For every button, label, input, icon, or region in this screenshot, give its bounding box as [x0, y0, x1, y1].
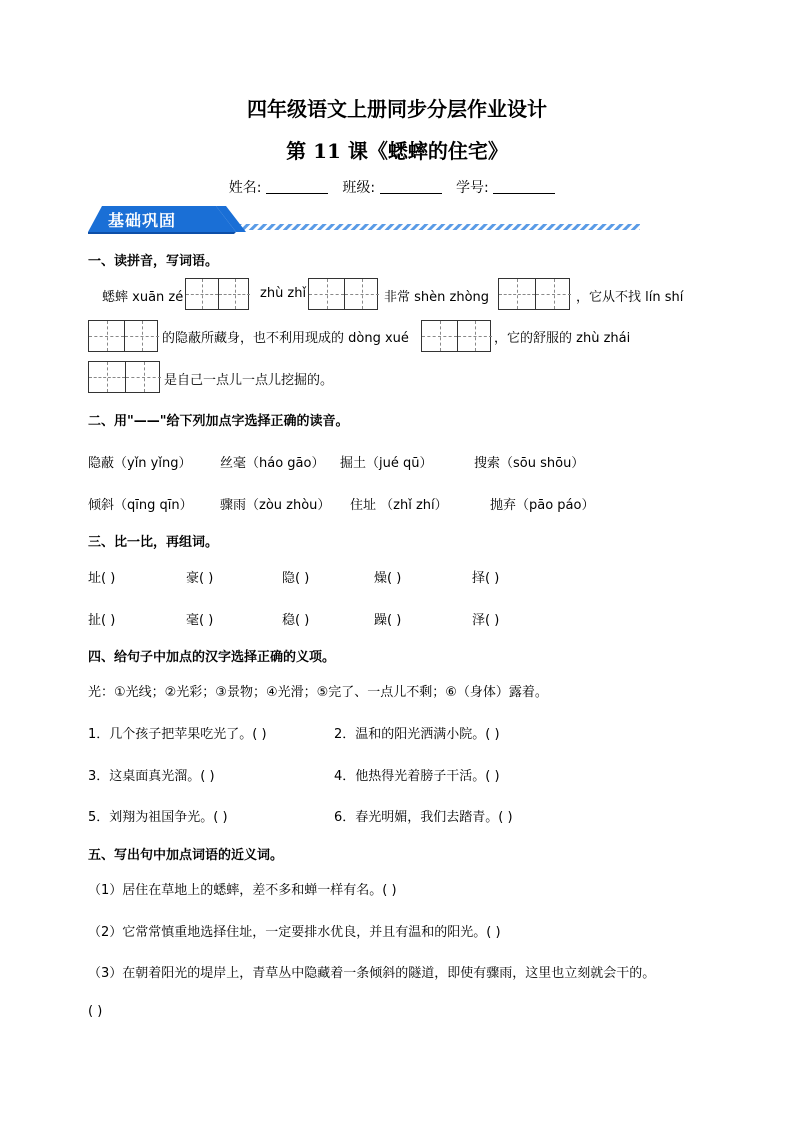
class-blank[interactable]: [380, 179, 442, 194]
q4-item: 6．春光明媚，我们去踏青。( ): [334, 810, 513, 825]
q4-item: 3．这桌面真光溜。( ): [88, 769, 215, 784]
q3-item: 毫( ): [186, 613, 214, 628]
lesson-title: 第 11 课《蟋蟀的住宅》: [286, 139, 508, 163]
q4-options: 光：①光线；②光彩；③景物；④光滑；⑤完了、一点儿不剩；⑥（身体）露着。: [88, 685, 548, 700]
student-info: [0, 177, 794, 197]
q1-writing-box-6[interactable]: [88, 361, 160, 393]
q2-item: 抛弃（pāo páo）: [490, 498, 595, 513]
id-blank[interactable]: [493, 179, 555, 194]
q2-item: 隐蔽（yǐn yǐng）: [88, 456, 192, 471]
banner-label: 基础巩固: [108, 211, 177, 230]
q3-item: 扯( ): [88, 613, 116, 628]
q3-item: 址( ): [88, 571, 116, 586]
q4-item: 5．刘翔为祖国争光。( ): [88, 810, 228, 825]
q1-heading: 一、读拼音，写词语。: [88, 254, 219, 269]
q4-item: 1．几个孩子把苹果吃光了。( ): [88, 727, 267, 742]
q2-item: 骤雨（zòu zhòu）: [220, 498, 331, 513]
q3-item: 稳( ): [282, 613, 310, 628]
q1-writing-box-5[interactable]: [421, 320, 491, 352]
class-label: 班级:: [342, 180, 376, 196]
q2-item: 丝毫（háo gāo）: [220, 456, 325, 471]
q1-text-6: ，它的舒服的 zhù zhái: [494, 331, 631, 346]
q4-item: 4．他热得光着膀子干活。( ): [334, 769, 500, 784]
q3-item: 泽( ): [472, 613, 500, 628]
page-title: 四年级语文上册同步分层作业设计: [247, 97, 547, 121]
q1-writing-box-4[interactable]: [88, 320, 158, 352]
name-label: 姓名:: [228, 180, 262, 196]
q1-text-7: 是自己一点儿一点儿挖掘的。: [164, 373, 334, 388]
q3-item: 燥( ): [374, 571, 402, 586]
q2-item: 掘土（jué qū）: [340, 456, 433, 471]
q1-text-5: 的隐蔽所藏身，也不利用现成的 dòng xué: [162, 331, 409, 346]
q5-item: （1）居住在草地上的蟋蟀，差不多和蝉一样有名。( ): [88, 883, 397, 898]
id-label: 学号:: [456, 180, 489, 196]
q5-heading: 五、写出句中加点词语的近义词。: [88, 848, 284, 863]
q3-heading: 三、比一比，再组词。: [88, 535, 219, 550]
q1-writing-box-2[interactable]: [308, 278, 378, 310]
q4-item: 2．温和的阳光洒满小院。( ): [334, 727, 500, 742]
q1-text-3: 非常 shèn zhòng: [384, 290, 490, 305]
section-banner: [88, 204, 640, 234]
q3-item: 躁( ): [374, 613, 402, 628]
q3-item: 择( ): [472, 571, 500, 586]
q4-heading: 四、给句子中加点的汉字选择正确的义项。: [88, 650, 336, 665]
q5-answer-blank[interactable]: ( ): [88, 1004, 103, 1019]
q1-text-2: zhù zhǐ: [260, 286, 307, 301]
q1-writing-box-3[interactable]: [498, 278, 570, 310]
q3-item: 隐( ): [282, 571, 310, 586]
q2-heading: 二、用"——"给下列加点字选择正确的读音。: [88, 414, 349, 429]
q2-item: 住址 （zhǐ zhí）: [350, 498, 448, 513]
q1-writing-box-1[interactable]: [185, 278, 249, 310]
q2-item: 倾斜（qīng qīn）: [88, 498, 193, 513]
name-blank[interactable]: [266, 179, 328, 194]
q5-item: （2）它常常慎重地选择住址，一定要排水优良，并且有温和的阳光。( ): [88, 925, 501, 940]
q2-item: 搜索（sōu shōu）: [474, 456, 585, 471]
q3-item: 豪( ): [186, 571, 214, 586]
q5-item: （3）在朝着阳光的堤岸上，青草丛中隐藏着一条倾斜的隧道，即使有骤雨，这里也立刻就会干的。: [88, 966, 656, 981]
q1-text-4: ，它从不找 lín shí: [576, 290, 684, 305]
q1-text-1: 蟋蟀 xuān zé: [102, 290, 184, 305]
